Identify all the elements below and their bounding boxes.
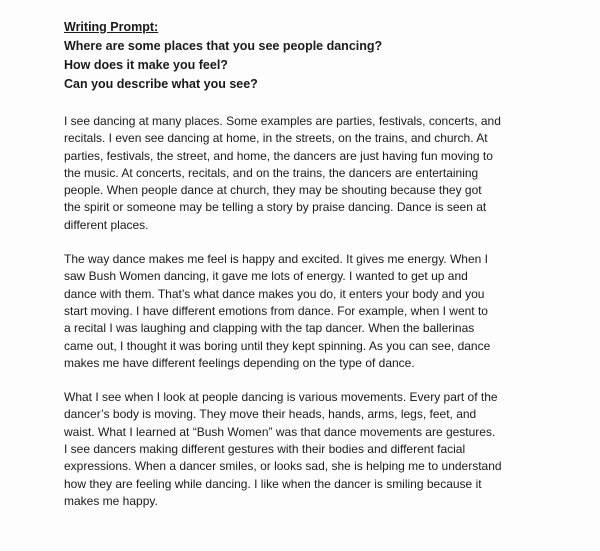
text-line: What I see when I look at people dancing is various movements. Every part of the <box>64 390 498 405</box>
text-line: people. When people dance at church, they may be shouting because they got <box>64 183 482 198</box>
text-line: dance with them. That’s what dance makes you do, it enters your body and you <box>64 286 485 301</box>
prompt-heading: Writing Prompt: <box>64 20 159 34</box>
essay-paragraph-feelings <box>64 251 564 372</box>
essay-paragraph-places <box>64 113 564 234</box>
text-line: a recital I was laughing and clapping with the tap dancer. When the ballerinas <box>64 321 475 336</box>
text-line: I see dancers making different gestures with their bodies and different facial <box>64 442 466 457</box>
prompt-question: Where are some places that you see people dancing? <box>64 39 383 53</box>
text-line: dancer’s body is moving. They move their heads, hands, arms, legs, feet, and <box>64 407 477 422</box>
text-line: I see dancing at many places. Some examples are parties, festivals, concerts, and <box>64 114 501 128</box>
text-line: parties, festivals, the street, and home, the dancers are just having fun moving to <box>64 148 493 163</box>
document-content <box>64 18 564 510</box>
text-line: makes me happy. <box>64 493 158 508</box>
text-line: the music. At concerts, recitals, and on the trains, the dancers are entertaining <box>64 165 479 180</box>
text-line: start moving. I have different emotions from dance. For example, when I went to <box>64 303 488 318</box>
text-line: saw Bush Women dancing, it gave me lots of energy. I wanted to get up and <box>64 269 468 284</box>
text-line: expressions. When a dancer smiles, or looks sad, she is helping me to understand <box>64 459 502 474</box>
essay-paragraph-description <box>64 389 564 510</box>
text-line: different places. <box>64 217 149 232</box>
text-line: waist. What I learned at “Bush Women” was that dance movements are gestures. <box>64 424 496 439</box>
text-line: came out, I thought it was boring until they kept spinning. As you can see, dance <box>64 338 491 353</box>
prompt-question: How does it make you feel? <box>64 58 228 72</box>
prompt-question: Can you describe what you see? <box>64 77 258 91</box>
text-line: recitals. I even see dancing at home, in the streets, on the trains, and church. At <box>64 131 488 146</box>
writing-prompt <box>64 18 564 94</box>
text-line: The way dance makes me feel is happy and excited. It gives me energy. When I <box>64 252 488 267</box>
text-line: makes me have different feelings depending on the type of dance. <box>64 355 415 370</box>
text-line: the spirit or someone may be telling a story by praise dancing. Dance is seen at <box>64 200 487 215</box>
text-line: how they are feeling while dancing. I like when the dancer is smiling because it <box>64 476 482 491</box>
